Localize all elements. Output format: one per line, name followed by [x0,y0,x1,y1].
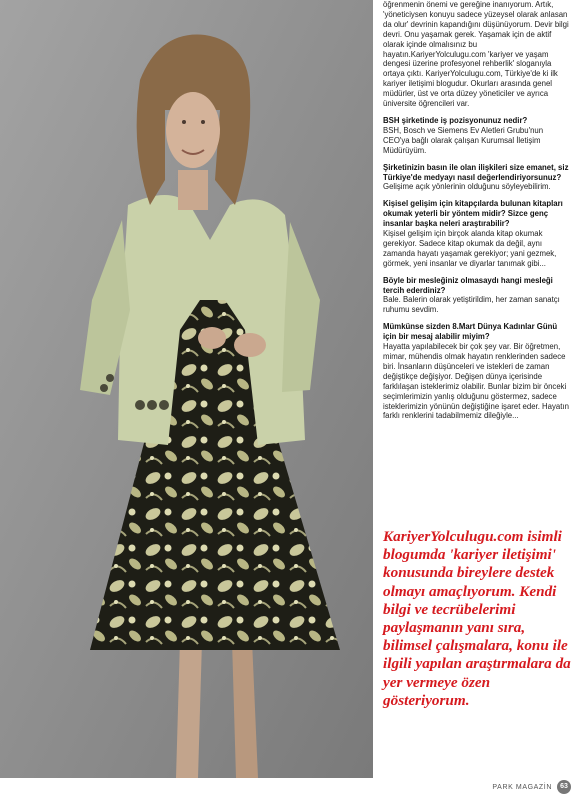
question-1: BSH şirketinde iş pozisyonunuz nedir? [383,115,528,125]
pull-quote: KariyerYolculugu.com isimli blogumda 'kariyer iletişimi' konusunda bireylere destek olmayı amaçlıyorum. Kendi bilgi ve tecrübelerimi paylaşmanın yanı sıra, bilimsel çalışmalara, konu ile ilgili yapılan araştırmalara da yer vermeye özen gösteriyorum. [383,528,571,709]
magazine-name: PARK MAGAZİN [492,783,552,791]
answer-5: Hayatta yapılabilecek bir çok şey var. Bir öğretmen, mimar, mühendis olmak hayatın renklerinden sadece biri. İnsanların düşünceleri ve istekleri de zaman değiştikçe değişiyor. Değişen dünya içerisinde farklılaşan isteklerimiz olabilir. Bunlar bizim bir önceki seçimlerimizin yanlış olduğunu göstermez, sadece isteklerimizin yönünün değiştiğine işaret eder. Hayatın farklı renklerini tadabilmemiz dileğiyle... [383,342,569,421]
answer-3: Kişisel gelişim için birçok alanda kitap okumak gerekiyor. Sadece kitap okumak da değil, aynı zamanda hayatı yaşamak gerekiyor; yani gezmek, görmek, yeni insanlar ve diyarlar tanımak gibi... [383,229,557,268]
answer-1: BSH, Bosch ve Siemens Ev Aletleri Grubu'nun CEO'ya bağlı olarak çalışan Kurumsal İletişim Müdürüyüm. [383,125,544,155]
answer-4: Bale. Balerin olarak yetiştirildim, her zaman sanatçı ruhumu sevdim. [383,295,560,315]
question-2: Şirketinizin basın ile olan ilişkileri size emanet, siz Türkiye'de medyayı nasıl değerlendiriyorsunuz? [383,162,569,182]
question-4: Böyle bir mesleğiniz olmasaydı hangi mesleği tercih ederdiniz? [383,275,553,295]
question-3: Kişisel gelişim için kitapçılarda bulunan kitapları okumak yeterli bir yöntem midir? Sizce genç insanlar başka neleri araştırabilir? [383,199,563,229]
question-5: Mümkünse sizden 8.Mart Dünya Kadınlar Günü için bir mesaj alabilir miyim? [383,322,558,342]
article-column [383,0,571,428]
answer-2: Gelişime açık yönlerinin olduğunu söyleyebilirim. [383,182,551,192]
article-intro: öğrenmenin önemi ve gereğine inanıyorum. Artık, 'yöneticiysen konuyu sadece yüzeysel olarak anlasan da olur' devrinin kapandığını düşünüyorum. Devir bilgi devri. Onu yaşamak gerek. Yaşamak için de aktif olarak içinde olmalısınız bu hayatın.KariyerYolculugu.com 'kariyer ve yaşam dengesi üzerine profesyonel rehberlik' sloganıyla ortaya çıktı. KariyerYolculugu.com, Türkiye'de ki ilk kariyer iletişimi blogudur. Okurları arasında genel müdürler, üst ve orta düzey yöneticiler ve ayrıca üniversite öğrencileri var. [383,0,569,109]
page-number: 63 [557,780,571,794]
page-footer [492,780,571,794]
